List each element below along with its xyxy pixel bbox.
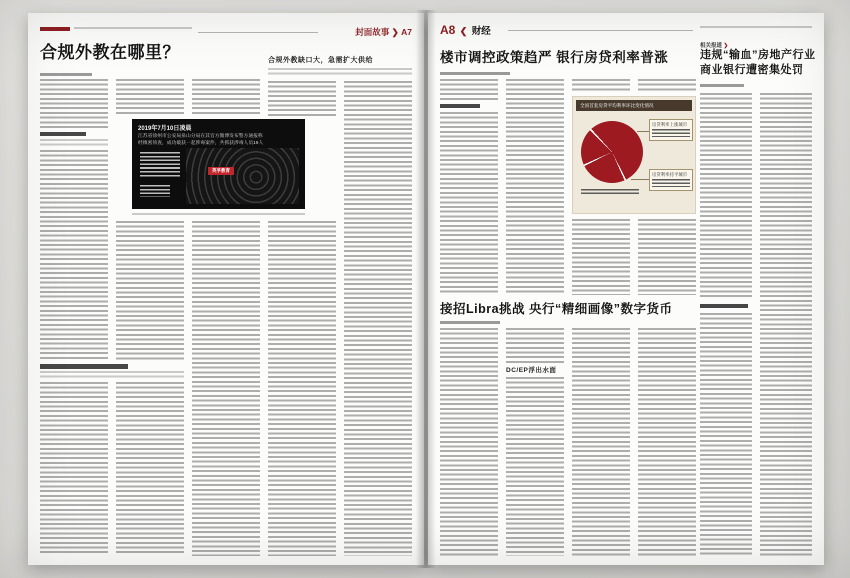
text-lines — [40, 150, 108, 360]
text-lines — [192, 79, 260, 116]
masthead-section-logo — [440, 21, 491, 39]
bulletin-photo — [186, 148, 299, 204]
chevron-left-icon: ❮ — [459, 26, 468, 36]
text-lines — [116, 221, 184, 360]
byline-lines — [700, 84, 744, 87]
page-number: A8 — [440, 23, 456, 37]
masthead-rule — [508, 30, 693, 31]
pie-callout-label: 房贷利率持平城市 — [652, 172, 688, 177]
text-lines — [116, 79, 184, 116]
text-lines — [440, 328, 498, 556]
chart-footnote-lines — [581, 189, 639, 195]
text-lines — [700, 313, 752, 556]
banks-story-headline-line2: 商业银行遭密集处罚 — [700, 64, 804, 76]
text-lines — [440, 79, 498, 101]
text-lines — [572, 79, 630, 93]
masthead-brand-mark — [40, 27, 70, 31]
text-lines — [638, 328, 696, 556]
callout-detail-lines — [652, 179, 690, 189]
page-number: A7 — [401, 27, 412, 37]
masthead-micro-text-lines — [700, 26, 812, 30]
photo-caption-line — [132, 213, 305, 216]
text-lines — [572, 328, 630, 556]
chart-title: 全国首套房贷平均利率环比变化情况 — [576, 100, 692, 111]
section-label: 财经 — [471, 26, 491, 37]
quote-subhead: 合规外教缺口大，急需扩大供给 — [268, 57, 373, 64]
text-lines — [268, 81, 336, 116]
byline-lines — [440, 72, 510, 75]
news-bulletin-box — [132, 119, 305, 209]
quote-subhead-intro-lines — [268, 68, 412, 77]
libra-story-headline: 接招Libra挑战 央行“精细画像”数字货币 — [440, 302, 673, 316]
page-a8 — [428, 13, 824, 565]
bulletin-line3: 经缜密侦查，成功破获一起涉毒案件，共抓获涉毒人员19人 — [138, 141, 264, 146]
text-lines — [268, 221, 336, 556]
text-lines — [192, 221, 260, 556]
banks-story-kicker — [700, 41, 728, 49]
byline-lines — [40, 73, 92, 76]
text-lines — [344, 81, 412, 556]
pie-callout-label: 房贷利率上涨城市 — [652, 122, 688, 127]
subhead-intro-lines — [40, 139, 108, 147]
page-fold-shadow — [416, 10, 436, 568]
masthead-rule — [198, 32, 318, 33]
bulletin-side-note-lines — [140, 152, 180, 178]
dcep-subhead: DC/EP浮出水面 — [506, 367, 557, 374]
text-lines — [506, 377, 564, 556]
text-lines — [760, 93, 812, 556]
text-lines — [638, 79, 696, 93]
photo-brand-label: 英孚教育 — [208, 167, 234, 175]
callout-detail-lines — [652, 129, 690, 139]
kicker-label: 相关报道 — [700, 43, 723, 49]
pie-chart — [581, 121, 643, 183]
text-lines — [440, 112, 498, 295]
pie-callout-1 — [649, 119, 693, 141]
masthead-micro-text-lines — [74, 27, 192, 31]
banks-story-headline-line1: 违规“输血”房地产行业 — [700, 49, 816, 61]
page-a7 — [28, 13, 424, 565]
bulletin-date: 2019年7月10日凌晨 — [138, 126, 192, 132]
section-label: 封面故事 — [355, 27, 390, 37]
subhead-bold-line — [40, 132, 86, 136]
text-lines — [638, 219, 696, 295]
subhead-bold-line — [440, 104, 480, 108]
crosshead-intro-lines — [40, 371, 184, 379]
chevron-right-icon: ❯ — [391, 27, 399, 37]
crosshead-bold-line — [40, 364, 128, 369]
text-lines — [700, 93, 752, 299]
pie-callout-2 — [649, 169, 693, 191]
callout-connector — [631, 179, 649, 180]
text-lines — [572, 219, 630, 295]
text-lines — [506, 328, 564, 363]
main-story-headline: 楼市调控政策趋严 银行房贷利率普涨 — [440, 50, 669, 65]
text-lines — [116, 382, 184, 556]
byline-lines — [440, 321, 500, 324]
page-title: 合规外教在哪里？ — [40, 43, 180, 62]
bulletin-side-note-lines — [140, 185, 170, 197]
callout-connector — [637, 131, 649, 132]
mortgage-rate-pie-chart — [572, 96, 696, 214]
masthead-section-pagenum — [355, 26, 412, 38]
bulletin-line2: 江苏省徐州市公安局泉山分局在其官方微博发布警方通报称 — [138, 134, 263, 139]
text-lines — [40, 79, 108, 129]
text-lines — [506, 79, 564, 295]
text-lines — [40, 382, 108, 556]
subhead-bold-line — [700, 304, 748, 308]
chevron-right-icon: ❯ — [723, 43, 729, 49]
